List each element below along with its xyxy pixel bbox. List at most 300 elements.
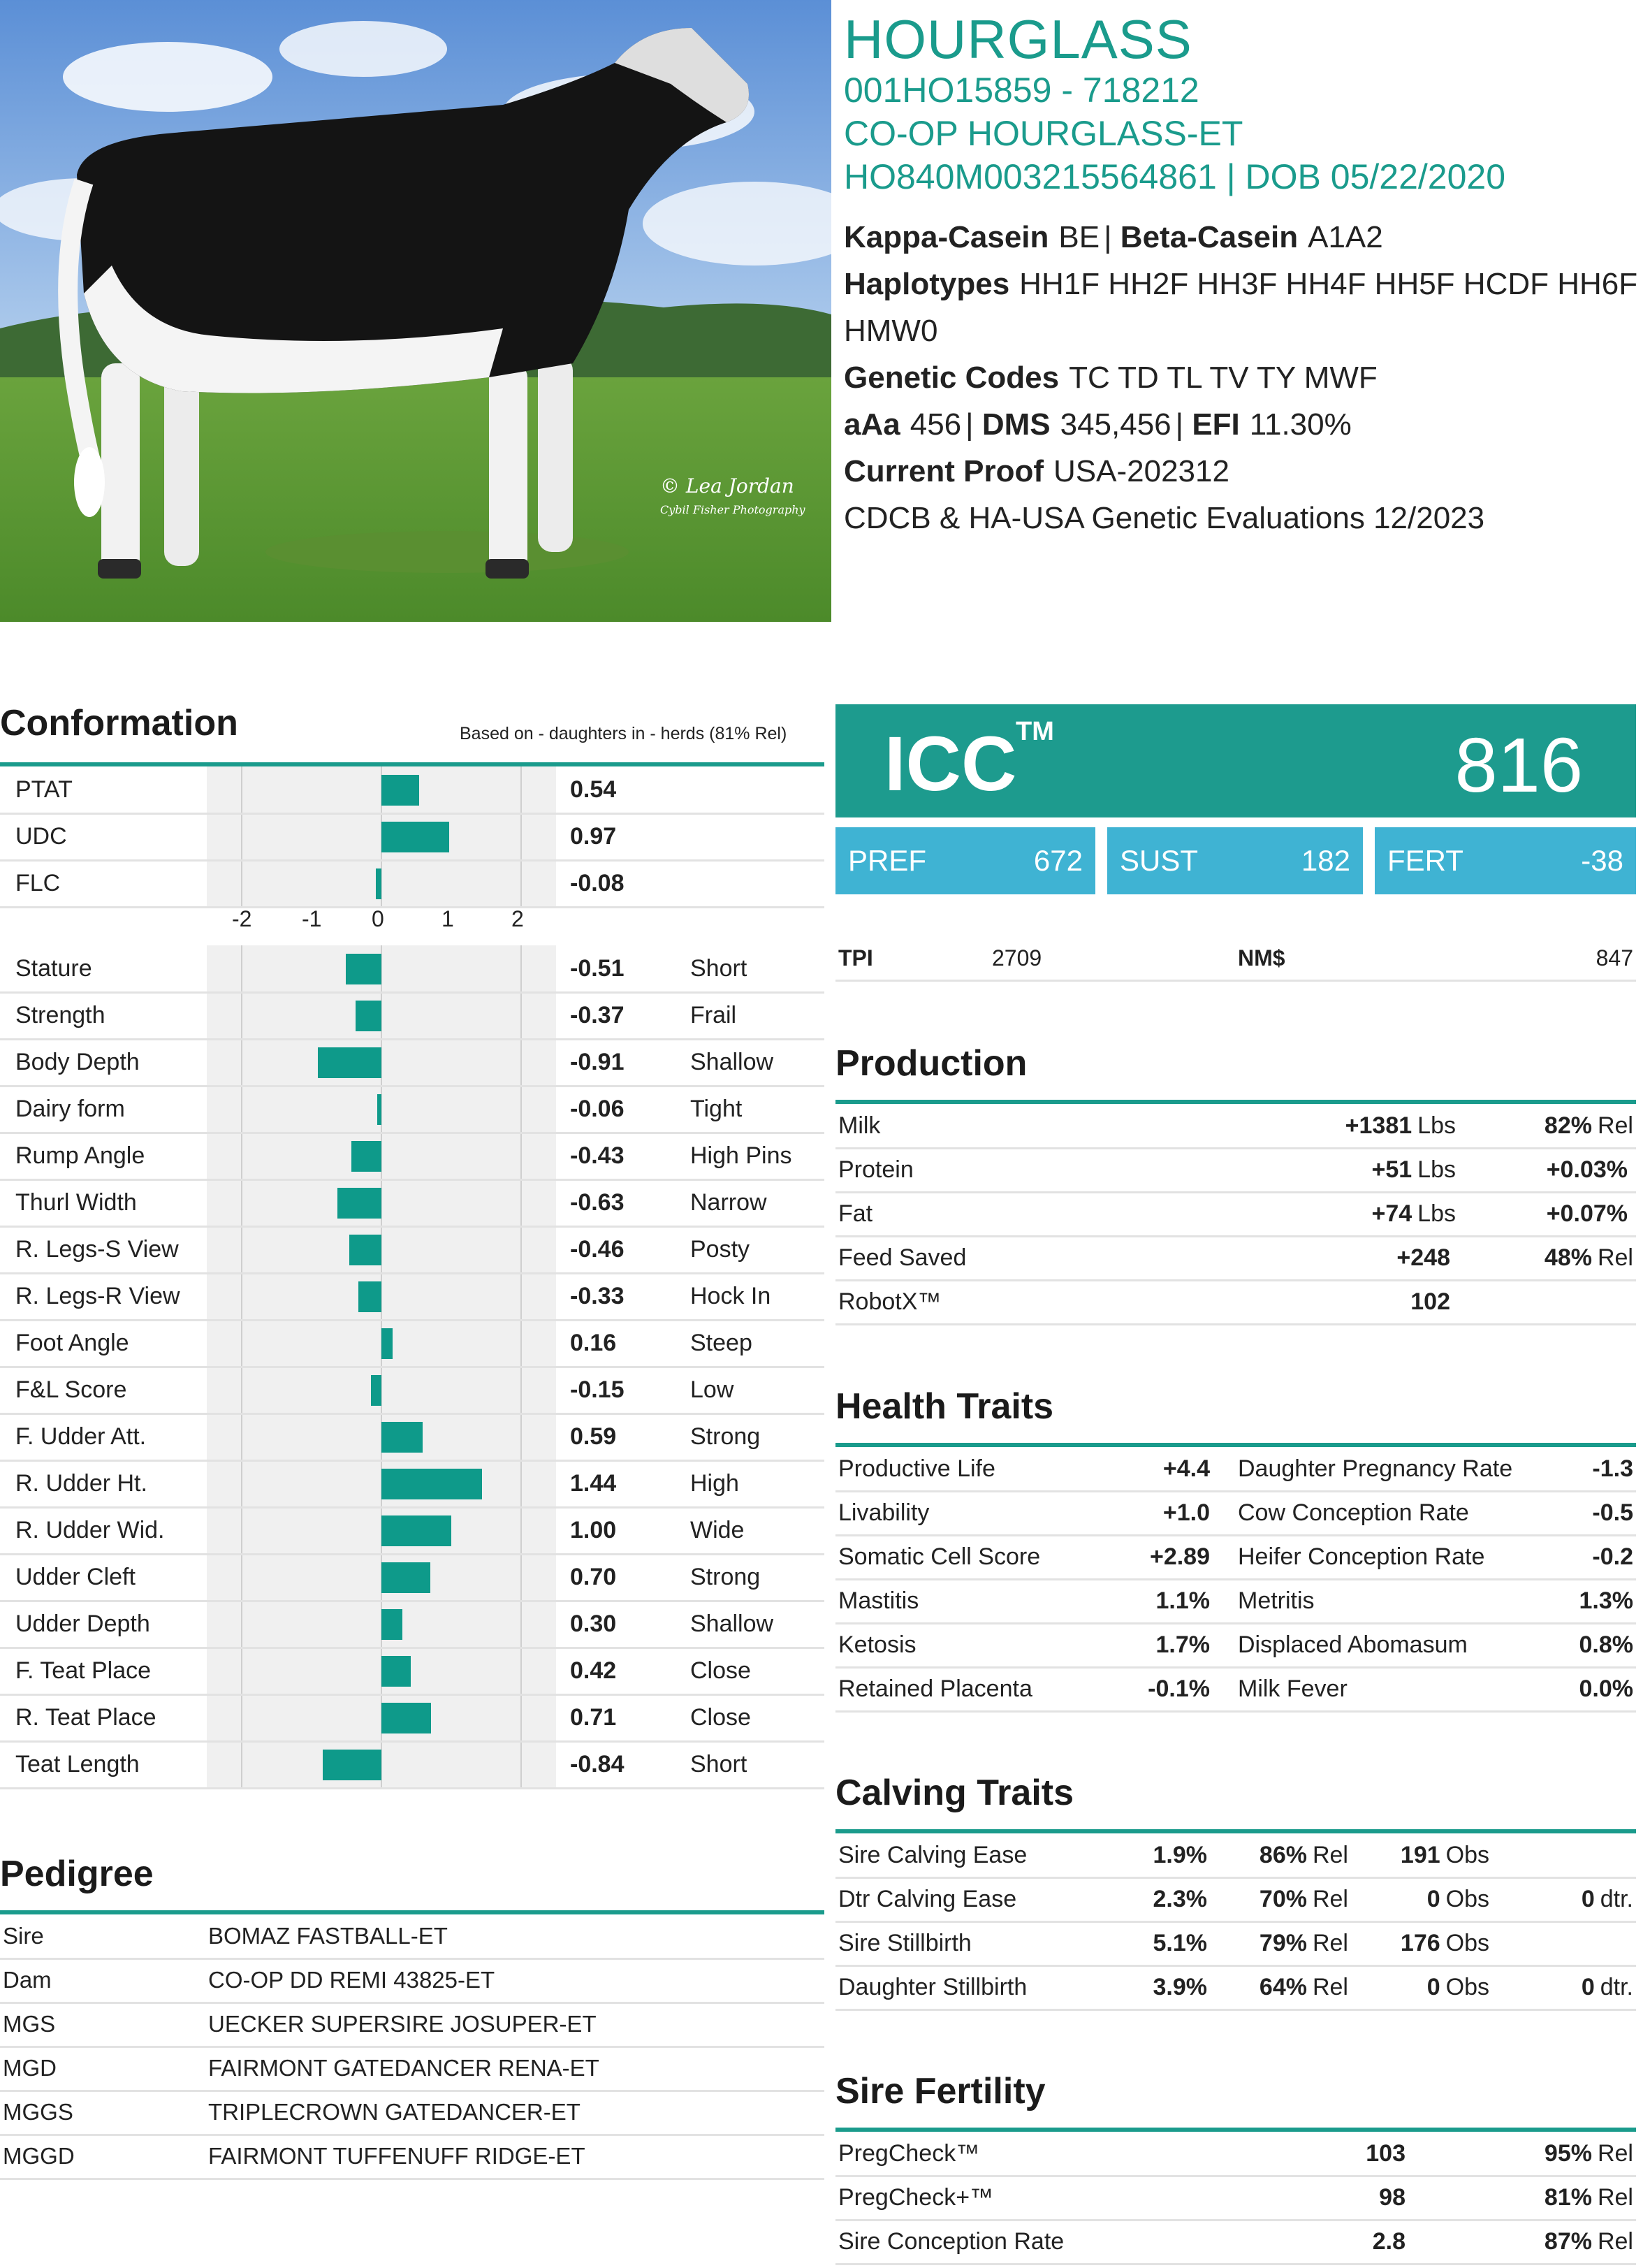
fertility-row xyxy=(835,2220,1636,2265)
conf-trait-desc: Short xyxy=(690,955,747,982)
index-row xyxy=(835,936,1636,982)
health-label-left: Retained Placenta xyxy=(838,1675,1032,1702)
pedigree-name: BOMAZ FASTBALL-ET xyxy=(208,1923,448,1949)
health-label-right: Heifer Conception Rate xyxy=(1238,1543,1485,1570)
conf-trait-value: 0.59 xyxy=(570,1423,617,1450)
tpi-label: TPI xyxy=(838,945,873,971)
pedigree-relation: MGGD xyxy=(3,2143,75,2169)
conf-bar xyxy=(381,1422,423,1453)
health-value-right: -1.3 xyxy=(1592,1455,1633,1482)
health-value-right: -0.2 xyxy=(1592,1543,1633,1570)
production-label: Milk xyxy=(838,1112,881,1139)
health-row xyxy=(835,1667,1636,1713)
calving-rel-group xyxy=(1260,1921,1348,1965)
conf-bar xyxy=(381,1656,411,1687)
conf-row-14 xyxy=(0,1601,824,1649)
calving-row xyxy=(835,1921,1636,1967)
conf-row-2 xyxy=(0,860,824,908)
health-value-left: 1.7% xyxy=(1155,1631,1210,1658)
health-row xyxy=(835,1535,1636,1580)
scale-label: -2 xyxy=(232,906,252,931)
conf-trait-value: 0.16 xyxy=(570,1330,617,1356)
production-value-group xyxy=(1371,1192,1456,1235)
conf-row-0 xyxy=(0,945,824,994)
conf-trait-value: -0.06 xyxy=(570,1096,625,1122)
calving-rel-group xyxy=(1260,1965,1348,2009)
calving-label: Daughter Stillbirth xyxy=(838,1974,1028,2000)
health-label-right: Displaced Abomasum xyxy=(1238,1631,1468,1658)
pedigree-row xyxy=(0,2047,824,2092)
genetic-codes-line xyxy=(844,354,1647,401)
production-rel: +0.07% xyxy=(1546,1200,1628,1227)
production-unit: Lbs xyxy=(1417,1156,1456,1183)
fertility-row xyxy=(835,2176,1636,2221)
fertility-rel: 81% xyxy=(1544,2184,1592,2211)
conf-trait-desc: Strong xyxy=(690,1564,761,1590)
production-rel-group xyxy=(1545,1104,1633,1147)
calving-row xyxy=(835,1833,1636,1879)
conf-trait-label: PTAT xyxy=(15,776,73,803)
production-label: Feed Saved xyxy=(838,1244,967,1271)
conf-trait-value: 0.70 xyxy=(570,1564,617,1590)
calving-obs-unit: Obs xyxy=(1445,1842,1489,1868)
conf-trait-desc: Close xyxy=(690,1704,751,1731)
pedigree-name: FAIRMONT GATEDANCER RENA-ET xyxy=(208,2055,599,2081)
dms-label: DMS xyxy=(981,407,1051,442)
conf-bar xyxy=(349,1235,381,1265)
conf-row-15 xyxy=(0,1648,824,1696)
bull-name: HOURGLASS xyxy=(844,8,1192,70)
production-unit: Lbs xyxy=(1417,1200,1456,1227)
calving-obs: 0 xyxy=(1426,1886,1440,1912)
conf-trait-label: R. Udder Wid. xyxy=(15,1517,165,1543)
conf-bar xyxy=(323,1750,381,1780)
calving-dtr-unit: dtr. xyxy=(1600,1974,1633,2000)
health-value-right: 0.8% xyxy=(1579,1631,1633,1658)
production-value: +51 xyxy=(1371,1156,1412,1183)
conf-bar xyxy=(377,1094,381,1125)
pedigree-relation: MGGS xyxy=(3,2099,73,2125)
conf-row-6 xyxy=(0,1226,824,1274)
health-value-left: +4.4 xyxy=(1162,1455,1210,1482)
conf-bar xyxy=(381,1562,430,1593)
conf-bar xyxy=(381,1515,451,1546)
calving-dtr-group xyxy=(1628,1833,1633,1877)
fertility-row xyxy=(835,2132,1636,2177)
conf-trait-label: R. Udder Ht. xyxy=(15,1470,147,1497)
production-rel-unit: Rel xyxy=(1597,1112,1633,1139)
health-row xyxy=(835,1623,1636,1669)
conf-row-5 xyxy=(0,1179,824,1228)
conf-bar xyxy=(376,868,381,899)
photo-credit: © Lea Jordan xyxy=(660,474,794,497)
conf-trait-desc: Hock In xyxy=(690,1283,771,1309)
conf-trait-desc: Shallow xyxy=(690,1049,774,1075)
health-label-right: Metritis xyxy=(1238,1587,1315,1614)
fertility-value: 103 xyxy=(1366,2140,1406,2167)
conf-trait-desc: Shallow xyxy=(690,1611,774,1637)
calving-rel-unit: Rel xyxy=(1312,1930,1348,1956)
health-value-left: 1.1% xyxy=(1155,1587,1210,1614)
conf-bar xyxy=(371,1375,381,1406)
production-value: 102 xyxy=(1410,1288,1450,1315)
photo-credit-studio: Cybil Fisher Photography xyxy=(660,503,805,516)
nm-label: NM$ xyxy=(1238,945,1285,971)
pedigree-relation: Dam xyxy=(3,1967,52,1993)
conf-trait-desc: High Pins xyxy=(690,1142,792,1169)
conf-trait-label: Foot Angle xyxy=(15,1330,129,1356)
conf-row-2 xyxy=(0,1039,824,1087)
fertility-rel-unit: Rel xyxy=(1597,2184,1633,2211)
conf-trait-value: -0.33 xyxy=(570,1283,625,1309)
conf-bar xyxy=(381,1469,482,1499)
health-title: Health Traits xyxy=(835,1386,1054,1427)
conf-trait-desc: Short xyxy=(690,1751,747,1778)
tpi-value: 2709 xyxy=(992,945,1042,971)
conf-trait-label: F. Teat Place xyxy=(15,1657,152,1684)
calving-obs-group xyxy=(1401,1921,1489,1965)
health-label-right: Milk Fever xyxy=(1238,1675,1348,1702)
header-block xyxy=(844,10,1647,541)
efi-value: 11.30% xyxy=(1249,407,1352,442)
conf-bar xyxy=(381,1703,431,1733)
pedigree-relation: MGS xyxy=(3,2011,56,2037)
calving-dtr: 0 xyxy=(1581,1886,1595,1912)
conf-trait-desc: Frail xyxy=(690,1002,737,1028)
conf-trait-label: Teat Length xyxy=(15,1751,140,1778)
calving-obs: 191 xyxy=(1400,1842,1440,1868)
health-row xyxy=(835,1491,1636,1536)
registration-dob: HO840M003215564861 | DOB 05/22/2020 xyxy=(844,157,1506,196)
icc-sub-sust xyxy=(1107,827,1363,894)
conf-trait-label: UDC xyxy=(15,823,67,850)
icc-value: 816 xyxy=(1454,722,1583,808)
calving-label: Sire Calving Ease xyxy=(838,1842,1028,1868)
haplotypes-label: Haplotypes xyxy=(844,267,1010,301)
conformation-chart xyxy=(0,0,824,1796)
pedigree-name: CO-OP DD REMI 43825-ET xyxy=(208,1967,495,1993)
scale-label: 1 xyxy=(441,906,454,931)
calving-label: Dtr Calving Ease xyxy=(838,1886,1017,1912)
calving-pct: 5.1% xyxy=(1153,1930,1207,1956)
calving-rel-unit: Rel xyxy=(1312,1886,1348,1912)
efi-label: EFI xyxy=(1192,407,1240,442)
production-label: Fat xyxy=(838,1200,873,1227)
pref-value: 672 xyxy=(1033,844,1083,877)
production-rel-group xyxy=(1547,1148,1633,1191)
calving-pct: 1.9% xyxy=(1153,1842,1207,1868)
fertility-label: Sire Conception Rate xyxy=(838,2228,1065,2255)
health-value-right: -0.5 xyxy=(1592,1499,1633,1526)
naab-code: 001HO15859 - 718212 xyxy=(844,71,1199,110)
beta-value: A1A2 xyxy=(1308,220,1383,254)
icc-box xyxy=(835,704,1636,817)
pedigree-name: FAIRMONT TUFFENUFF RIDGE-ET xyxy=(208,2143,585,2169)
conf-trait-value: 0.97 xyxy=(570,823,617,850)
conf-trait-label: Dairy form xyxy=(15,1096,125,1122)
proof-value: USA-202312 xyxy=(1053,454,1229,488)
health-value-left: -0.1% xyxy=(1148,1675,1210,1702)
conf-trait-desc: Low xyxy=(690,1376,734,1403)
genetic-codes-label: Genetic Codes xyxy=(844,361,1060,395)
sep: | xyxy=(965,407,974,442)
conf-bar xyxy=(318,1047,381,1078)
conf-bar xyxy=(358,1281,381,1312)
sust-label: SUST xyxy=(1120,844,1199,877)
aaa-dms-efi-line xyxy=(844,401,1647,448)
health-value-left: +2.89 xyxy=(1149,1543,1210,1570)
conf-row-17 xyxy=(0,1741,824,1789)
conf-trait-desc: Strong xyxy=(690,1423,761,1450)
calving-obs-group xyxy=(1401,1833,1489,1877)
haplotypes-value: HH1F HH2F HH3F HH4F HH5F HCDF HH6F xyxy=(1019,267,1638,301)
calving-dtr-group xyxy=(1628,1921,1633,1965)
calving-label: Sire Stillbirth xyxy=(838,1930,972,1956)
conf-trait-label: Body Depth xyxy=(15,1049,140,1075)
calving-dtr: 0 xyxy=(1581,1974,1595,2000)
production-row xyxy=(835,1148,1636,1193)
health-label-left: Productive Life xyxy=(838,1455,995,1482)
current-proof-line xyxy=(844,448,1647,495)
calving-dtr-group xyxy=(1582,1965,1633,2009)
production-rel-unit: Rel xyxy=(1597,1244,1633,1271)
proof-label: Current Proof xyxy=(844,454,1044,488)
conf-trait-label: F. Udder Att. xyxy=(15,1423,147,1450)
scale-label: 2 xyxy=(511,906,524,931)
calving-rel: 70% xyxy=(1259,1886,1307,1912)
evaluations-line: CDCB & HA-USA Genetic Evaluations 12/2023 xyxy=(844,501,1485,535)
health-label-left: Livability xyxy=(838,1499,930,1526)
fert-value: -38 xyxy=(1581,844,1623,877)
fertility-rel-group xyxy=(1545,2220,1633,2263)
production-rel-group xyxy=(1628,1280,1633,1323)
conf-trait-value: -0.84 xyxy=(570,1751,625,1778)
calving-pct: 3.9% xyxy=(1153,1974,1207,2000)
conf-trait-value: -0.43 xyxy=(570,1142,625,1169)
production-title: Production xyxy=(835,1043,1028,1084)
calving-rel: 79% xyxy=(1259,1930,1307,1956)
pedigree-relation: MGD xyxy=(3,2055,57,2081)
icc-trademark: TM xyxy=(1016,717,1054,746)
conf-trait-label: R. Teat Place xyxy=(15,1704,156,1731)
icc-title: ICC xyxy=(884,721,1017,807)
conf-row-3 xyxy=(0,1086,824,1134)
conf-trait-value: 0.42 xyxy=(570,1657,617,1684)
conf-trait-value: -0.08 xyxy=(570,870,625,896)
conf-bar xyxy=(381,775,419,806)
conf-trait-label: Udder Depth xyxy=(15,1611,150,1637)
production-row xyxy=(835,1192,1636,1237)
calving-rel: 86% xyxy=(1259,1842,1307,1868)
conf-trait-desc: Narrow xyxy=(690,1189,767,1216)
calving-row xyxy=(835,1877,1636,1923)
conf-trait-desc: Steep xyxy=(690,1330,752,1356)
fertility-rel-group xyxy=(1545,2176,1633,2219)
production-rel: 82% xyxy=(1544,1112,1592,1139)
calving-obs-unit: Obs xyxy=(1445,1930,1489,1956)
sust-value: 182 xyxy=(1301,844,1350,877)
production-value-group xyxy=(1371,1148,1456,1191)
conf-trait-label: R. Legs-S View xyxy=(15,1236,179,1263)
calving-title: Calving Traits xyxy=(835,1773,1074,1813)
conf-trait-desc: High xyxy=(690,1470,739,1497)
production-value: +1381 xyxy=(1345,1112,1412,1139)
conf-trait-value: 1.44 xyxy=(570,1470,617,1497)
kappa-value: BE xyxy=(1058,220,1100,254)
fertility-label: PregCheck™ xyxy=(838,2140,980,2167)
conf-trait-label: FLC xyxy=(15,870,61,896)
conf-trait-desc: Posty xyxy=(690,1236,750,1263)
pref-label: PREF xyxy=(848,844,927,877)
sep: | xyxy=(1175,407,1184,442)
calving-obs-group xyxy=(1427,1965,1489,2009)
registered-name: CO-OP HOURGLASS-ET xyxy=(844,114,1243,153)
calving-dtr-unit: dtr. xyxy=(1600,1886,1633,1912)
calving-rel-group xyxy=(1260,1833,1348,1877)
health-row xyxy=(835,1447,1636,1492)
conf-trait-desc: Wide xyxy=(690,1517,745,1543)
health-label-right: Cow Conception Rate xyxy=(1238,1499,1469,1526)
icc-sub-fert xyxy=(1375,827,1636,894)
conf-trait-desc: Tight xyxy=(690,1096,743,1122)
conformation-note: Based on - daughters in - herds (81% Rel) xyxy=(460,724,787,743)
production-rel: 48% xyxy=(1544,1244,1592,1271)
kappa-label: Kappa-Casein xyxy=(844,220,1049,254)
health-value-right: 0.0% xyxy=(1579,1675,1633,1702)
conf-trait-label: F&L Score xyxy=(15,1376,127,1403)
calving-obs-group xyxy=(1427,1877,1489,1921)
fertility-rel: 95% xyxy=(1544,2140,1592,2167)
production-value-group xyxy=(1345,1104,1456,1147)
conf-trait-label: Stature xyxy=(15,955,92,982)
fertility-rel-unit: Rel xyxy=(1597,2228,1633,2255)
conf-trait-value: 1.00 xyxy=(570,1517,617,1543)
pedigree-row xyxy=(0,1958,824,2004)
calving-rel-group xyxy=(1260,1877,1348,1921)
production-row xyxy=(835,1104,1636,1149)
production-unit: Lbs xyxy=(1417,1112,1456,1139)
casein-line xyxy=(844,214,1647,261)
conf-trait-value: 0.71 xyxy=(570,1704,617,1731)
conf-row-1 xyxy=(0,992,824,1040)
haplotypes-line xyxy=(844,261,1647,307)
production-value-group xyxy=(1410,1280,1456,1323)
health-value-left: +1.0 xyxy=(1162,1499,1210,1526)
conf-bar xyxy=(381,822,449,852)
conf-row-7 xyxy=(0,1273,824,1321)
fertility-value: 98 xyxy=(1379,2184,1406,2211)
production-rel: +0.03% xyxy=(1546,1156,1628,1183)
conformation-title: Conformation xyxy=(0,703,238,743)
aaa-value: 456 xyxy=(910,407,962,442)
pedigree-title: Pedigree xyxy=(0,1854,154,1894)
conf-bar xyxy=(356,1001,381,1031)
conf-row-8 xyxy=(0,1320,824,1368)
pedigree-row xyxy=(0,2135,824,2180)
calving-rel: 64% xyxy=(1259,1974,1307,2000)
conf-bar xyxy=(337,1188,381,1219)
dms-value: 345,456 xyxy=(1060,407,1171,442)
scale-label: -1 xyxy=(302,906,322,931)
pedigree-relation: Sire xyxy=(3,1923,44,1949)
conf-bar xyxy=(351,1141,381,1172)
pedigree-name: UECKER SUPERSIRE JOSUPER-ET xyxy=(208,2011,597,2037)
aaa-label: aAa xyxy=(844,407,900,442)
genetic-codes-value: TC TD TL TV TY MWF xyxy=(1069,361,1378,395)
calving-pct: 2.3% xyxy=(1153,1886,1207,1912)
health-label-right: Daughter Pregnancy Rate xyxy=(1238,1455,1513,1482)
calving-rel-unit: Rel xyxy=(1312,1842,1348,1868)
health-label-left: Somatic Cell Score xyxy=(838,1543,1041,1570)
production-value: +248 xyxy=(1396,1244,1450,1271)
fertility-rel-unit: Rel xyxy=(1597,2140,1633,2167)
production-row xyxy=(835,1236,1636,1281)
conf-trait-value: -0.63 xyxy=(570,1189,625,1216)
conf-trait-value: 0.30 xyxy=(570,1611,617,1637)
sep: | xyxy=(1104,220,1112,254)
calving-rel-unit: Rel xyxy=(1312,1974,1348,2000)
fert-label: FERT xyxy=(1387,844,1463,877)
conf-row-4 xyxy=(0,1133,824,1181)
fertility-value: 2.8 xyxy=(1372,2228,1406,2255)
conf-trait-value: -0.51 xyxy=(570,955,625,982)
calving-obs: 0 xyxy=(1426,1974,1440,2000)
calving-row xyxy=(835,1965,1636,2011)
beta-label: Beta-Casein xyxy=(1120,220,1299,254)
production-label: RobotX™ xyxy=(838,1288,942,1315)
fertility-rel-group xyxy=(1545,2132,1633,2175)
pedigree-name: TRIPLECROWN GATEDANCER-ET xyxy=(208,2099,581,2125)
conf-bar xyxy=(346,954,381,984)
conf-trait-label: Udder Cleft xyxy=(15,1564,136,1590)
production-rel-group xyxy=(1545,1236,1633,1279)
pedigree-row xyxy=(0,2091,824,2136)
conf-trait-value: -0.37 xyxy=(570,1002,625,1028)
conf-bar xyxy=(381,1609,402,1640)
calving-obs: 176 xyxy=(1400,1930,1440,1956)
production-row xyxy=(835,1280,1636,1325)
fertility-rel: 87% xyxy=(1544,2228,1592,2255)
health-label-left: Mastitis xyxy=(838,1587,919,1614)
conf-row-9 xyxy=(0,1367,824,1415)
icc-sub-pref xyxy=(835,827,1095,894)
conf-trait-label: Strength xyxy=(15,1002,105,1028)
conf-bar xyxy=(381,1328,393,1359)
conf-trait-value: 0.54 xyxy=(570,776,617,803)
nm-value: 847 xyxy=(1596,945,1633,971)
health-label-left: Ketosis xyxy=(838,1631,917,1658)
conf-trait-value: -0.46 xyxy=(570,1236,625,1263)
health-row xyxy=(835,1579,1636,1624)
conf-trait-value: -0.15 xyxy=(570,1376,625,1403)
calving-obs-unit: Obs xyxy=(1445,1974,1489,2000)
production-label: Protein xyxy=(838,1156,914,1183)
conf-trait-value: -0.91 xyxy=(570,1049,625,1075)
scale-label: 0 xyxy=(372,906,384,931)
production-value: +74 xyxy=(1371,1200,1412,1227)
conf-trait-label: Thurl Width xyxy=(15,1189,137,1216)
pedigree-row xyxy=(0,2002,824,2048)
fertility-label: PregCheck+™ xyxy=(838,2184,994,2211)
conf-trait-label: Rump Angle xyxy=(15,1142,145,1169)
calving-obs-unit: Obs xyxy=(1445,1886,1489,1912)
calving-dtr-group xyxy=(1582,1877,1633,1921)
conf-trait-label: R. Legs-R View xyxy=(15,1283,180,1309)
health-value-right: 1.3% xyxy=(1579,1587,1633,1614)
conf-trait-desc: Close xyxy=(690,1657,751,1684)
pedigree-row xyxy=(0,1914,824,1960)
production-rel-group xyxy=(1547,1192,1633,1235)
